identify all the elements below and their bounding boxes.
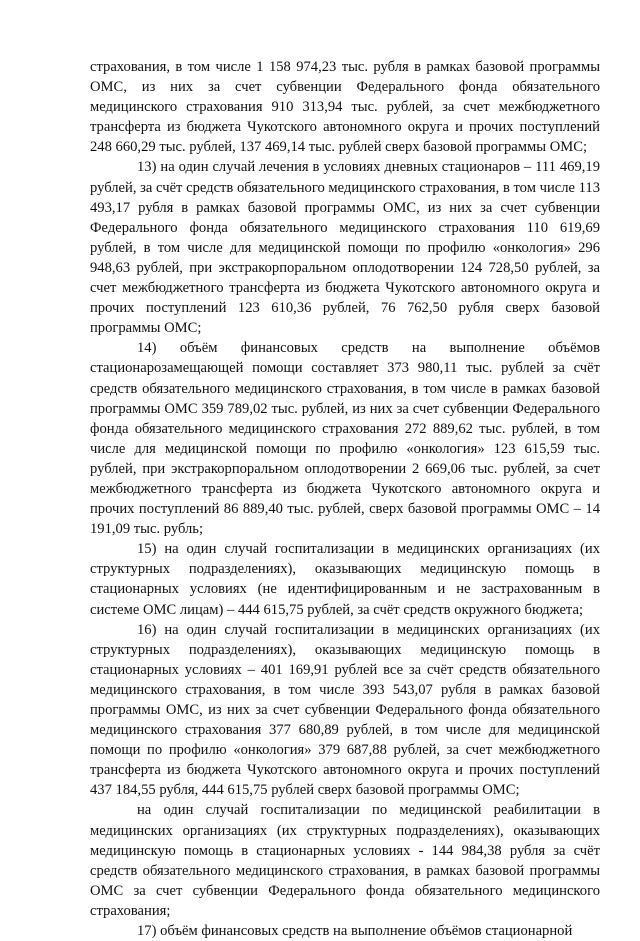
document-page (90, 57, 600, 941)
paragraph-14: 14) объём финансовых средств на выполнение объёмов стационарозамещающей помощи составляет 373 980,11 тыс. рублей за счёт средств обязательного медицинского страхования, в том числе в рамках базовой программы ОМС 359 789,02 тыс. рублей, из них за счет субвенции Федерального фонда обязательного медицинского страхования 272 889,62 тыс. рублей, в том числе для медицинской помощи по профилю «онкология» 123 615,59 тыс. рублей, при экстракорпоральном оплодотворении 2 669,06 тыс. рублей, за счет межбюджетного трансферта из бюджета Чукотского автономного округа и прочих поступлений 86 889,40 тыс. рублей, сверх базовой программы ОМС – 14 191,09 тыс. рубль; (90, 340, 600, 538)
paragraph-13: 13) на один случай лечения в условиях дневных стационаров – 111 469,19 рублей, за счёт средств обязательного медицинского страхования, в том числе 113 493,17 рубля в рамках базовой программы ОМС, из них за счет субвенции Федерального фонда обязательного медицинского страхования 110 619,69 рублей, в том числе для медицинской помощи по профилю «онкология» 296 948,63 рублей, при экстракорпоральном оплодотворении 124 728,50 рублей, за счет межбюджетного трансферта из бюджета Чукотского автономного округа и прочих поступлений 123 610,36 рублей, 76 762,50 рубля сверх базовой программы ОМС; (90, 159, 600, 337)
paragraph-12-continuation: страхования, в том числе 1 158 974,23 тыс. рубля в рамках базовой программы ОМС, из них за счет субвенции Федерального фонда обязательного медицинского страхования 910 313,94 тыс. рублей, за счет межбюджетного трансферта из бюджета Чукотского автономного округа и прочих поступлений 248 660,29 тыс. рублей, 137 469,14 тыс. рублей сверх базовой программы ОМС; (90, 59, 600, 156)
paragraph-15: 15) на один случай госпитализации в медицинских организациях (их структурных подразделениях), оказывающих медицинскую помощь в стационарных условиях (не идентифицированным и не застрахованным в системе ОМС лицам) – 444 615,75 рублей, за счёт средств окружного бюджета; (90, 541, 600, 618)
paragraph-16: 16) на один случай госпитализации в медицинских организациях (их структурных подразделениях), оказывающих медицинскую помощь в стационарных условиях – 401 169,91 рублей все за счёт средств обязательного медицинского страхования, в том числе 393 543,07 рубля в рамках базовой программы ОМС, из них за счет субвенции Федерального фонда обязательного медицинского страхования 377 680,89 рублей, в том числе для медицинской помощи по профилю «онкология» 379 687,88 рублей, за счет межбюджетного трансферта из бюджета Чукотского автономного округа и прочих поступлений 437 184,55 рубля, 444 615,75 рублей сверх базовой программы ОМС; (90, 621, 600, 799)
paragraph-17: 17) объём финансовых средств на выполнение объёмов стационарной (137, 923, 573, 940)
paragraph-16-rehabilitation: на один случай госпитализации по медицинской реабилитации в медицинских организациях (их структурных подразделениях), оказывающих медицинскую помощь в стационарных условиях - 144 984,38 рубля за счёт средств обязательного медицинского страхования, в рамках базовой программы ОМС за счет субвенции Федерального фонда обязательного медицинского страхования; (90, 802, 600, 919)
